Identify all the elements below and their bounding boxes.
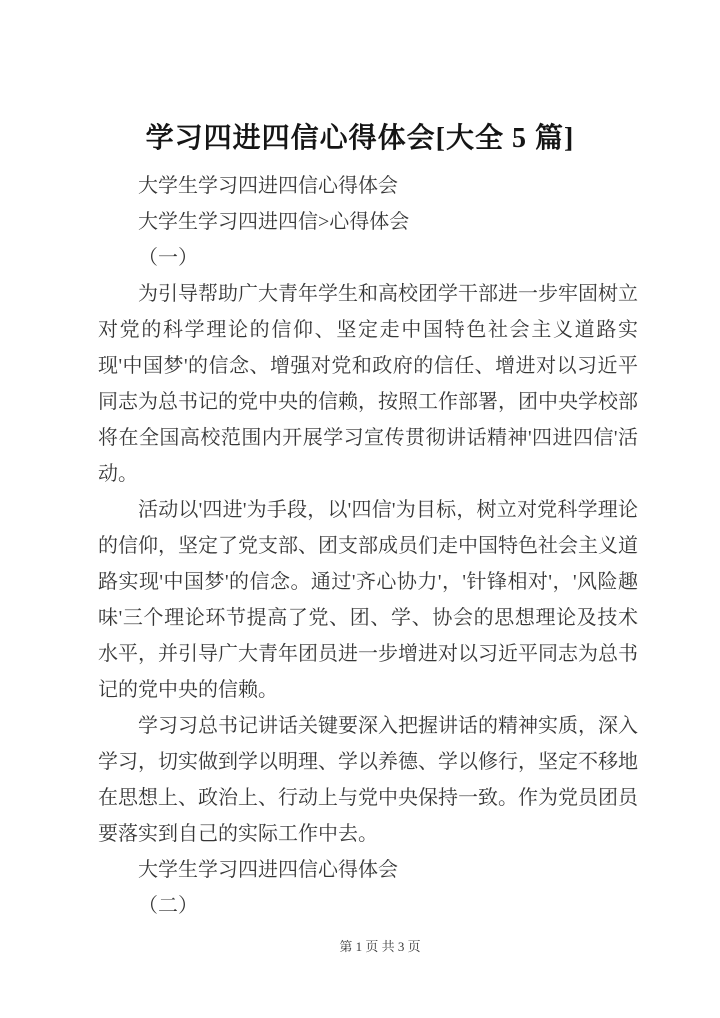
page-number-footer: 第 1 页 共 3 页 [339, 939, 421, 954]
subheading-line-1: 大学生学习四进四信心得体会 [138, 175, 398, 197]
paragraph-3: 学习习总书记讲话关键要深入把握讲话的精神实质，深入学习，切实做到学以明理、学以养德、学以修行，坚定不移地在思想上、政治上、行动上与党中央保持一致。作为党员团员要落实到自己的实际工作中去。 [98, 715, 638, 845]
paragraph-1: 为引导帮助广大青年学生和高校团学干部进一步牢固树立对党的科学理论的信仰、坚定走中国特色社会主义道路实现'中国梦'的信念、增强对党和政府的信任、增进对以习近平同志为总书记的党中央的信赖，按照工作部署，团中央学校部将在全国高校范围内开展学习宣传贯彻讲话精神'四进四信'活动。 [98, 283, 638, 485]
section-label-one: （一） [138, 247, 198, 269]
subheading-line-3: 大学生学习四进四信心得体会 [138, 859, 398, 881]
paragraph-2: 活动以'四进'为手段，以'四信'为目标，树立对党科学理论的信仰，坚定了党支部、团支部成员们走中国特色社会主义道路实现'中国梦'的信念。通过'齐心协力'，'针锋相对'，'风险趣味'三个理论环节提高了党、团、学、协会的思想理论及技术水平，并引导广大青年团员进一步增进对以习近平同志为总书记的党中央的信赖。 [98, 499, 638, 701]
document-title: 学习四进四信心得体会[大全 5 篇] [145, 123, 575, 154]
subheading-line-2: 大学生学习四进四信>心得体会 [138, 211, 410, 233]
section-label-two: （二） [138, 895, 198, 917]
document-body [98, 168, 638, 924]
